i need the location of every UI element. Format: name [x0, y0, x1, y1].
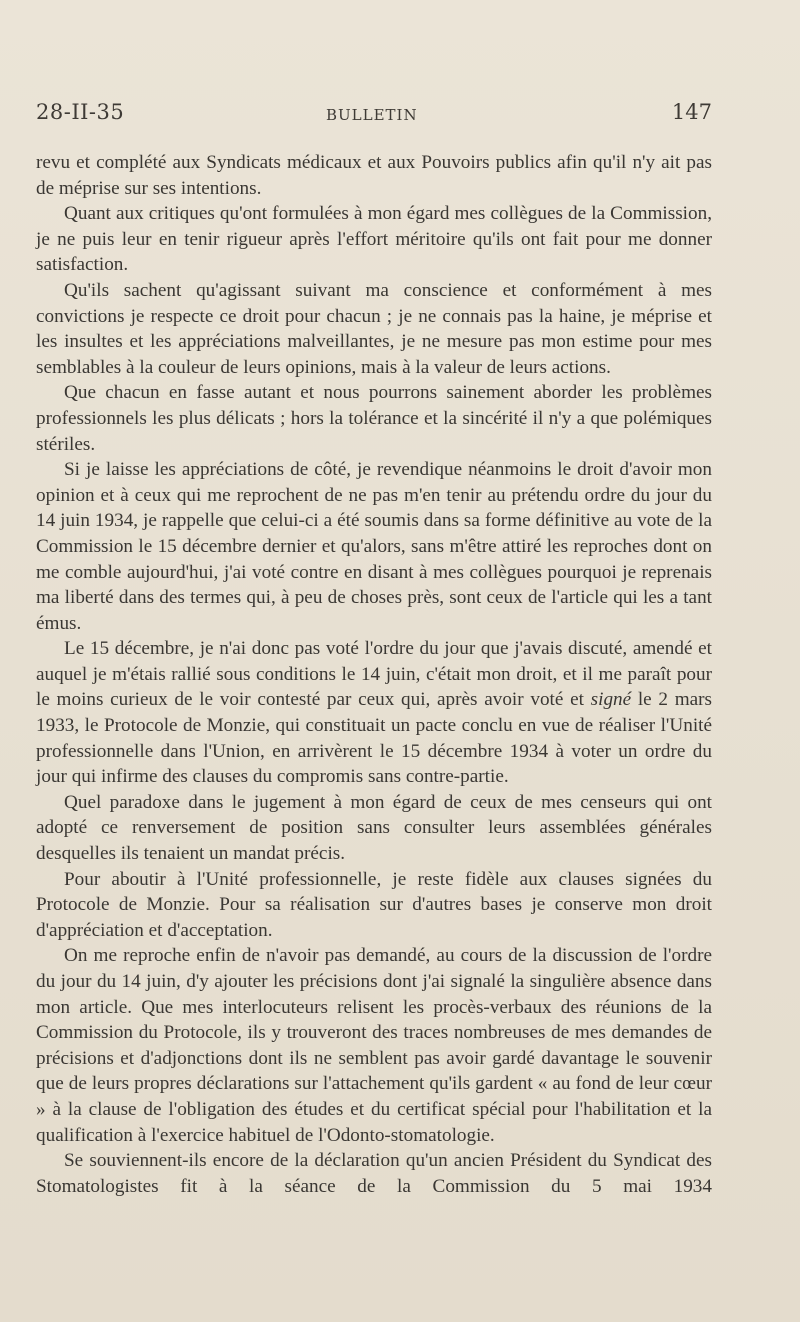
- paragraph: revu et complété aux Syndicats médicaux et aux Pouvoirs publics afin qu'il n'y ait pas de méprise sur ses intentions.: [36, 152, 712, 199]
- paragraph: Si je laisse les appréciations de côté, je revendique néanmoins le droit d'avoir mon opinion et à ceux qui me reprochent de ne pas m'en tenir au prétendu ordre du jour du 14 juin 1934, je rappelle que celui-ci a été soumis dans sa forme définitive au vote de la Commission le 15 décembre dernier et qu'alors, sans m'être attiré les reproches dont on me comble aujourd'hui, j'ai voté contre en disant à mes collègues pourquoi je reprenais ma liberté dans des termes qui, à peu de choses près, sont ceux de l'article qui les a tant émus.: [36, 459, 712, 634]
- paragraph: Quel paradoxe dans le jugement à mon égard de ceux de mes censeurs qui ont adopté ce renversement de position sans consulter leurs assemblées générales desquelles ils tenaient un mandat précis.: [36, 791, 712, 865]
- paragraph-text: Le 15 décembre, je n'ai donc pas voté l'ordre du jour que j'avais discuté, amendé et auquel je m'étais rallié sous conditions le 14 juin, c'était mon droit, et il me paraît pour le moins curieux de le voir contesté par ceux qui, après avoir voté et: [36, 638, 712, 711]
- paragraph: Pour aboutir à l'Unité professionnelle, je reste fidèle aux clauses signées du Protocole de Monzie. Pour sa réalisation sur d'autres bases je conserve mon droit d'appréciation et d'acceptation.: [36, 868, 712, 941]
- issue-date: 28-II-35: [36, 100, 125, 124]
- paragraph: Qu'ils sachent qu'agissant suivant ma conscience et conformément à mes convictions je respecte ce droit pour chacun ; je ne connais pas la haine, je méprise et les insultes et les appréciations malveillantes, je ne mesure pas mon estime pour mes semblables à la couleur de leurs opinions, mais à la valeur de leurs actions.: [36, 279, 712, 378]
- body-text: [36, 150, 712, 1199]
- paragraph: [36, 636, 712, 790]
- paragraph: Que chacun en fasse autant et nous pourrons sainement aborder les problèmes professionnels les plus délicats ; hors la tolérance et la sincérité il n'y a que polémiques stériles.: [36, 382, 712, 455]
- paragraph-text: le 2 mars 1933, le Protocole de Monzie, qui constituait un pacte conclu en vue de réaliser l'Unité professionnelle dans l'Union, en arrivèrent le 15 décembre 1934 à voter un ordre du jour qui infirme des clauses du compromis sans contre-partie.: [36, 689, 712, 788]
- page-number: 147: [671, 100, 712, 124]
- paragraph: Se souviennent-ils encore de la déclaration qu'un ancien Président du Syndicat des Stomatologistes fit à la séance de la Commission du 5 mai 1934: [36, 1150, 712, 1197]
- running-head: [36, 98, 712, 132]
- paragraph: On me reproche enfin de n'avoir pas demandé, au cours de la discussion de l'ordre du jour du 14 juin, d'y ajouter les précisions dont j'ai signalé la singulière absence dans mon article. Que mes interlocuteurs relisent les procès-verbaux des réunions de la Commission du Protocole, ils y trouveront des traces nombreuses de mes demandes de précisions et d'adjonctions dont ils ne semblent pas avoir gardé davantage le souvenir que de leurs propres déclarations sur l'attachement qu'ils gardent « au fond de leur cœur » à la clause de l'obligation des études et du certificat spécial pour l'habilitation et la qualification à l'exercice habituel de l'Odonto-stomatologie.: [36, 945, 712, 1146]
- emphasis-text: signé: [590, 689, 632, 711]
- paragraph: Quant aux critiques qu'ont formulées à mon égard mes collègues de la Commission, je ne puis leur en tenir rigueur après l'effort méritoire qu'ils ont fait pour me donner satisfaction.: [36, 203, 712, 276]
- running-title: BULLETIN: [326, 106, 418, 124]
